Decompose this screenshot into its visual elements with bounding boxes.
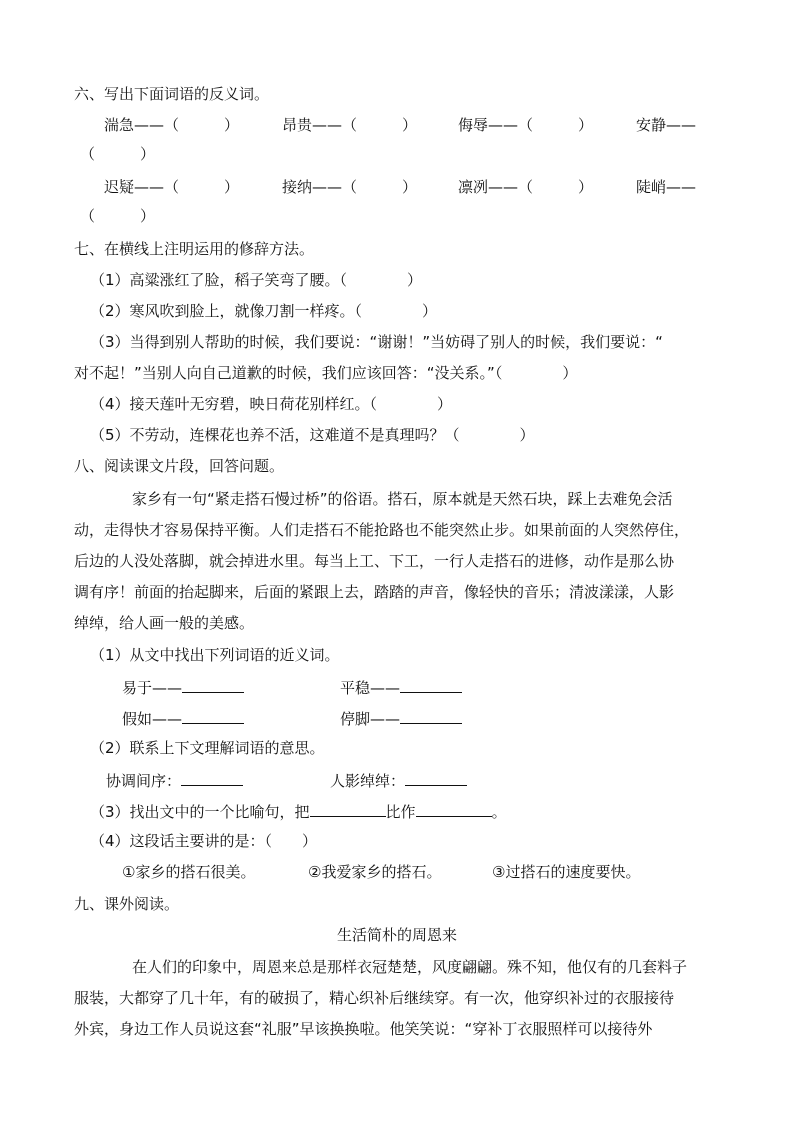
synonym-word: 平稳—— (340, 679, 401, 697)
answer-blank[interactable] (400, 707, 462, 724)
option: ③过搭石的速度要快。 (492, 863, 641, 881)
rhetoric-item: （3）当得到别人帮助的时候，我们要说：“谢谢！”当妨碍了别人的时候，我们要说：“ (90, 333, 663, 351)
synonym-word: 停脚—— (340, 710, 401, 728)
answer-blank[interactable] (182, 676, 244, 693)
answer-blank[interactable] (181, 769, 243, 786)
antonym-item: 昂贵——（ ） (282, 116, 418, 134)
antonym-item: 迟疑——（ ） (104, 178, 240, 196)
article-title: 生活简朴的周恩来 (336, 926, 457, 944)
passage-line: 调有序！前面的抬起脚来，后面的紧跟上去，踏踏的声音，像轻快的音乐；清波漾漾，人影 (74, 583, 675, 601)
passage-line: 服装，大都穿了几十年，有的破损了，精心织补后继续穿。有一次，他穿织补过的衣服接待 (74, 989, 675, 1007)
question-3 (90, 800, 507, 822)
meaning-word: 人影绰绰： (330, 772, 406, 790)
answer-blank[interactable] (400, 676, 462, 693)
passage-line: 外宾，身边工作人员说这套“礼服”早该换换啦。他笑笑说：“穿补丁衣服照样可以接待外 (74, 1020, 653, 1038)
synonym-prompt (340, 676, 462, 698)
rhetoric-item: （1）高粱涨红了脸，稻子笑弯了腰。（ ） (90, 271, 423, 289)
answer-blank[interactable] (182, 707, 244, 724)
rhetoric-item: （4）接天莲叶无穷碧，映日荷花别样红。（ ） (90, 395, 453, 413)
meaning-prompt (330, 769, 467, 791)
option: ②我爱家乡的搭石。 (308, 863, 442, 881)
answer-blank[interactable] (405, 769, 467, 786)
answer-blank[interactable] (310, 800, 386, 817)
antonym-wrap: （ ） (80, 207, 156, 225)
antonym-item: 湍急——（ ） (104, 116, 240, 134)
meaning-word: 协调间序： (106, 772, 182, 790)
antonym-item: 凛冽——（ ） (458, 178, 594, 196)
passage-line: 动，走得快才容易保持平衡。人们走搭石不能抢路也不能突然止步。如果前面的人突然停住， (74, 521, 690, 539)
passage-line: 家乡有一句“紧走搭石慢过桥”的俗语。搭石，原本就是天然石块，踩上去难免会活 (132, 490, 673, 508)
antonym-wrap: （ ） (80, 145, 156, 163)
meaning-prompt (106, 769, 243, 791)
synonym-word: 假如—— (122, 710, 183, 728)
question-2: （2）联系上下文理解词语的意思。 (90, 739, 325, 757)
antonym-item: 安静—— (636, 116, 697, 134)
passage-line: 后边的人没处落脚，就会掉进水里。每当上工、下工，一行人走搭石的进修，动作是那么协 (74, 552, 675, 570)
answer-blank[interactable] (416, 800, 492, 817)
question-4: （4）这段话主要讲的是：（ ） (90, 832, 318, 850)
passage-line: 绰绰，给人画一般的美感。 (74, 614, 255, 632)
synonym-prompt (340, 707, 462, 729)
synonym-prompt (122, 707, 244, 729)
rhetoric-item: （5）不劳动，连棵花也养不活，这难道不是真理吗？（ ） (90, 426, 535, 444)
synonym-word: 易于—— (122, 679, 183, 697)
rhetoric-item: （2）寒风吹到脸上，就像刀割一样疼。（ ） (90, 302, 438, 320)
antonym-item: 侮辱——（ ） (458, 116, 594, 134)
section-8-heading: 八、阅读课文片段，回答问题。 (74, 457, 285, 475)
option: ①家乡的搭石很美。 (122, 863, 256, 881)
antonym-item: 陡峭—— (636, 178, 697, 196)
section-9-heading: 九、课外阅读。 (74, 895, 180, 913)
synonym-prompt (122, 676, 244, 698)
question-1: （1）从文中找出下列词语的近义词。 (90, 646, 340, 664)
rhetoric-item-cont: 对不起！”当别人向自己道歉的时候，我们应该回答：“没关系。”（ ） (74, 364, 578, 382)
passage-line: 在人们的印象中，周恩来总是那样衣冠楚楚，风度翩翩。殊不知，他仅有的几套料子 (132, 958, 688, 976)
section-7-heading: 七、在横线上注明运用的修辞方法。 (74, 240, 315, 258)
antonym-item: 接纳——（ ） (282, 178, 418, 196)
question-3-text: 。 (491, 803, 507, 821)
section-6-heading: 六、写出下面词语的反义词。 (74, 85, 270, 103)
question-3-text: 比作 (385, 803, 416, 821)
question-3-text: （3）找出文中的一个比喻句，把 (90, 803, 310, 821)
